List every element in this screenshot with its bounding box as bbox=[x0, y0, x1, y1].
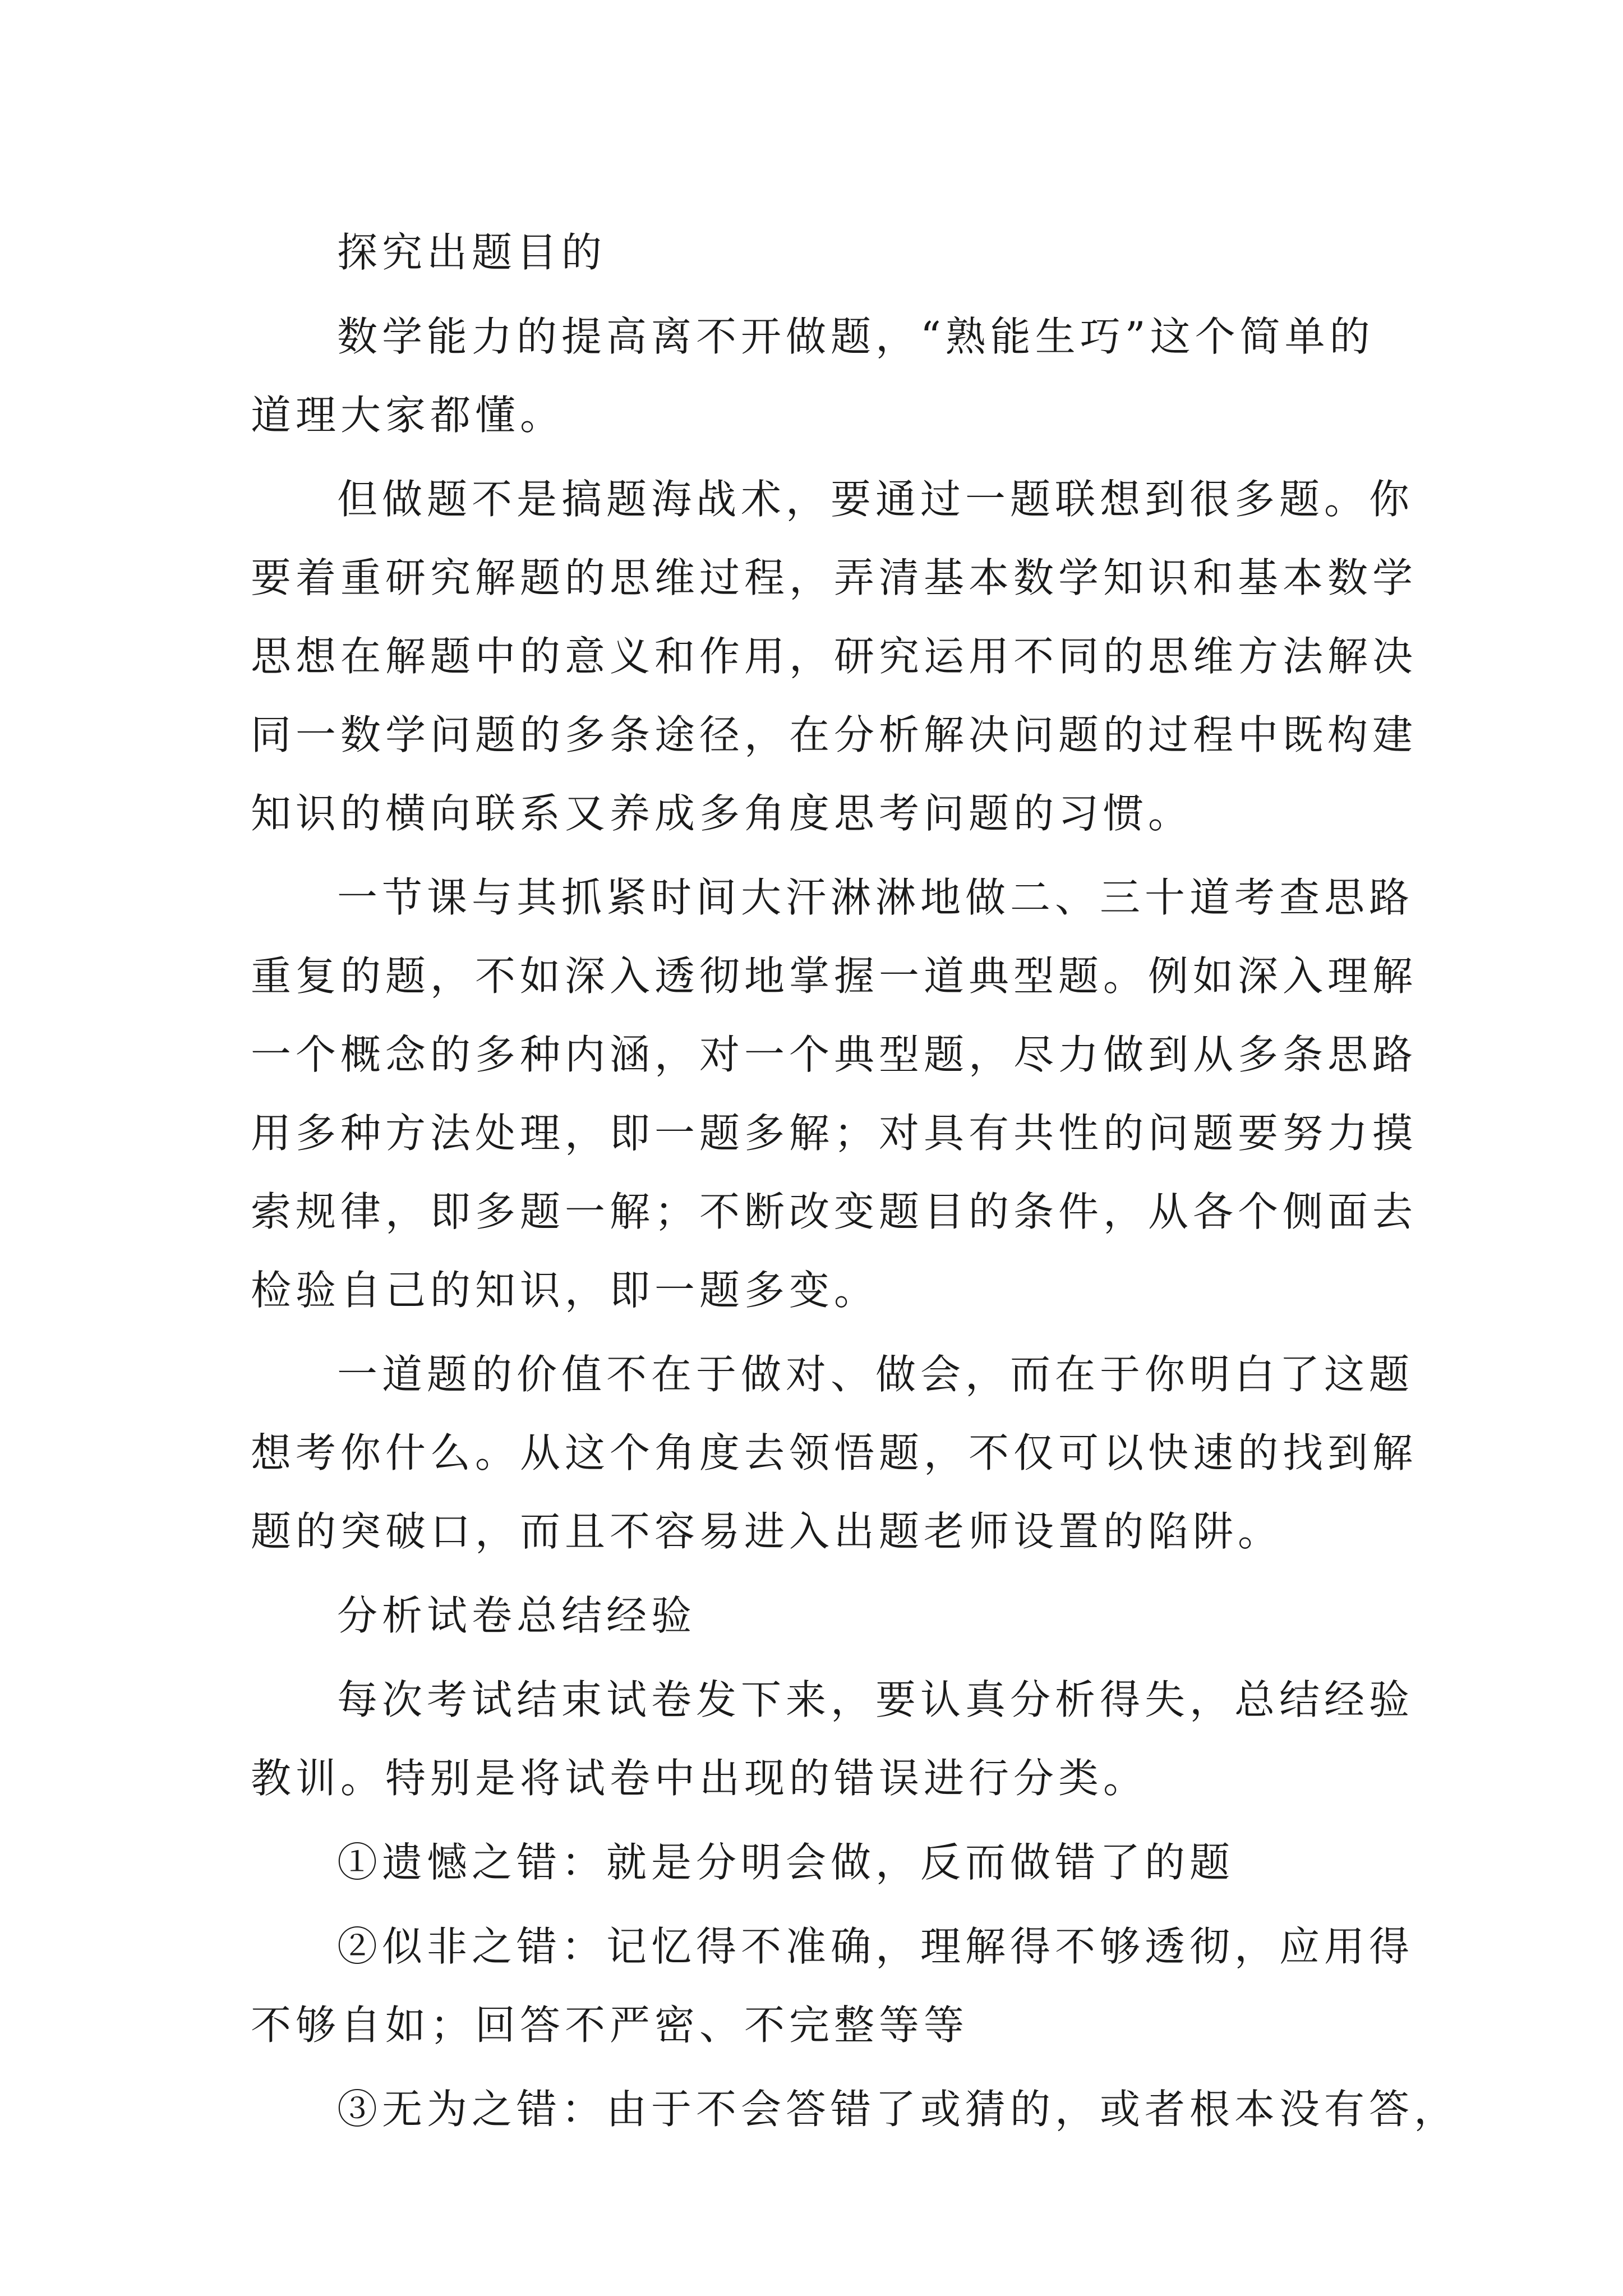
paragraph-line: 每次考试结束试卷发下来，要认真分析得失，总结经验 bbox=[337, 1676, 1414, 1723]
list-item-inaction-error: ③无为之错：由于不会答错了或猜的，或者根本没有答， bbox=[337, 2086, 1459, 2133]
heading-explore-purpose: 探究出题目的 bbox=[337, 229, 607, 276]
paragraph-line: 一道题的价值不在于做对、做会，而在于你明白了这题 bbox=[337, 1351, 1414, 1398]
paragraph-line: 索规律，即多题一解；不断改变题目的条件，从各个侧面去 bbox=[251, 1188, 1418, 1235]
paragraph-line: 题的突破口，而且不容易进入出题老师设置的陷阱。 bbox=[251, 1508, 1283, 1555]
paragraph-line: 知识的横向联系又养成多角度思考问题的习惯。 bbox=[251, 790, 1193, 837]
paragraph-line: 重复的题，不如深入透彻地掌握一道典型题。例如深入理解 bbox=[251, 953, 1418, 1000]
paragraph-line: 同一数学问题的多条途径，在分析解决问题的过程中既构建 bbox=[251, 711, 1418, 758]
list-item-seemingly-error: ②似非之错：记忆得不准确，理解得不够透彻，应用得 bbox=[337, 1923, 1414, 1970]
paragraph-line: 检验自己的知识，即一题多变。 bbox=[251, 1267, 879, 1314]
paragraph-line: 用多种方法处理，即一题多解；对具有共性的问题要努力摸 bbox=[251, 1110, 1418, 1157]
paragraph-line: 数学能力的提高离不开做题，“熟能生巧”这个简单的 bbox=[337, 313, 1375, 360]
paragraph-line: 不够自如；回答不严密、不完整等等 bbox=[251, 2001, 969, 2049]
document-page bbox=[251, 213, 1459, 2148]
paragraph-line: 但做题不是搞题海战术，要通过一题联想到很多题。你 bbox=[337, 476, 1414, 523]
paragraph-line: 想考你什么。从这个角度去领悟题，不仅可以快速的找到解 bbox=[251, 1429, 1418, 1476]
paragraph-line: 一个概念的多种内涵，对一个典型题，尽力做到从多条思路 bbox=[251, 1031, 1418, 1078]
paragraph-line: 要着重研究解题的思维过程，弄清基本数学知识和基本数学 bbox=[251, 554, 1418, 601]
list-item-regret-error: ①遗憾之错：就是分明会做，反而做错了的题 bbox=[337, 1839, 1235, 1886]
paragraph-line: 思想在解题中的意义和作用，研究运用不同的思维方法解决 bbox=[251, 633, 1418, 680]
paragraph-line: 教训。特别是将试卷中出现的错误进行分类。 bbox=[251, 1755, 1149, 1802]
paragraph-line: 一节课与其抓紧时间大汗淋淋地做二、三十道考查思路 bbox=[337, 874, 1414, 921]
paragraph-line: 道理大家都懂。 bbox=[251, 392, 565, 439]
heading-analyze-papers: 分析试卷总结经验 bbox=[337, 1592, 697, 1639]
